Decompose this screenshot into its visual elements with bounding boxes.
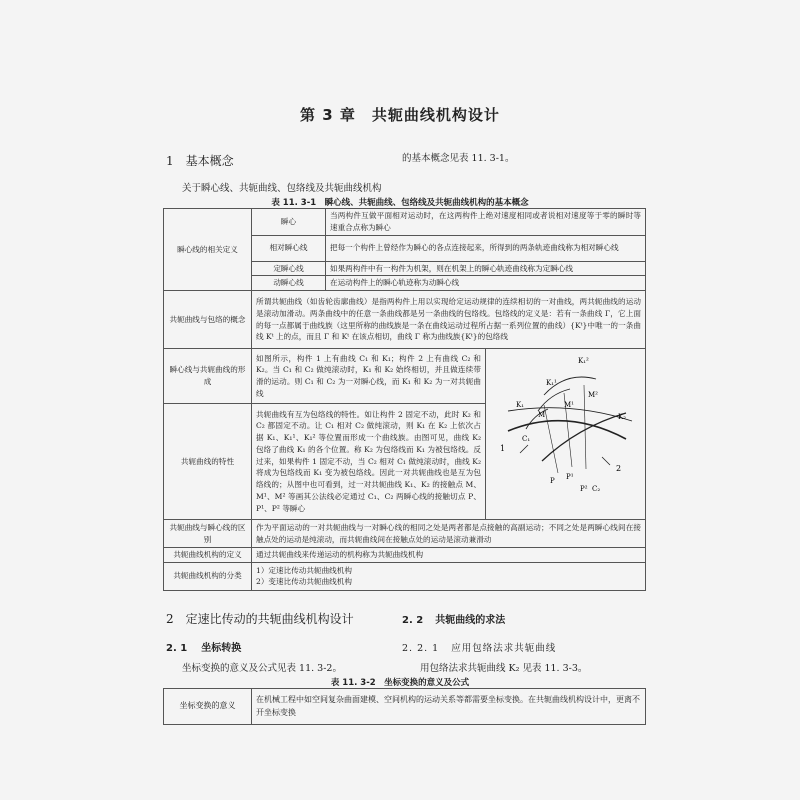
label-m1: M¹ [564,401,574,410]
section-2-heading [166,610,354,627]
arrow-1-line [520,445,528,453]
classification-item-2: 2）变速比传动共轭曲线机构 [256,577,352,587]
section-2-1-number: 2. 1 [166,643,188,654]
section-2-1-title: 坐标转换 [201,643,242,654]
normal-line-1 [544,405,558,473]
section-2-2-1-heading [402,640,556,654]
section-2-2-number: 2. 2 [402,615,424,626]
section-1-title: 基本概念 [185,154,234,168]
chapter-title: 第 3 章 共轭曲线机构设计 [300,106,500,124]
coordinate-transform-ref: 坐标变换的意义及公式见表 11. 3-2。 [182,663,342,674]
section-1-number: 1 [166,154,174,168]
definition-label: 共轭曲线机构的定义 [164,548,252,563]
table-1-caption: 表 11. 3-1 瞬心线、共轭曲线、包络线及共轭曲线机构的基本概念 [271,198,529,208]
label-c1: C₁ [522,435,531,444]
label-k1-2: K₁² [578,357,589,366]
label-k1-1: K₁¹ [546,379,557,388]
conjugate-concept-text: 所谓共轭曲线（如齿轮齿廓曲线）是指两构件上用以实现给定运动规律的连续相切的一对曲线，两共轭曲线的运动是滚动加滑动。两条曲线中的任意一条曲线都是另一条曲线的包络线。包络线的定义是：若有一条曲线 Γ，它上面的每一点都属于曲线族（这里所称的曲线族是一条在曲线运动过程所占据一系列位置的曲线）{Kᵗ}中唯一的一条曲线 Kᵗ 上的点，而且 Γ 和 Kᵗ 在该点相切，曲线 Γ 称为曲线族{Kᵗ}的包络线 [252,291,646,349]
section-2-2-1-number: 2. 2. 1 [402,643,440,654]
classification-item-1: 1）定速比传动共轭曲线机构 [256,565,352,575]
formation-text: 如图所示，构件 1 上有曲线 C₁ 和 K₁；构件 2 上有曲线 C₂ 和 K₂。当 C₁ 和 C₂ 做纯滚动时，K₁ 和 K₂ 始终相切，并且做连续带滑的运动。则 C₁ 和 C₂ 为一对瞬心线，而 K₁ 和 K₂ 为一对共轭曲线 [252,349,486,404]
conjugate-curves-diagram [486,349,646,519]
term-fixed-centrode: 定瞬心线 [252,261,326,276]
table-2 [163,688,646,725]
section-2-2-title: 共轭曲线的求法 [435,615,506,626]
label-p1: P¹ [566,473,574,482]
centrode-c2-curve [508,408,632,421]
properties-label: 共轭曲线的特性 [164,404,252,520]
conjugate-curves-figure [486,349,646,520]
difference-text: 作为平面运动的一对共轭曲线与一对瞬心线的相同之处是两者都是点接触的高副运动；不同之处是两瞬心线间在接触点处的运动是纯滚动，而共轭曲线间在接触点处的运动是滚动兼滑动 [252,520,646,548]
label-k2: K₂ [618,413,627,422]
difference-label: 共轭曲线与瞬心线的区别 [164,520,252,548]
section-2-2-1-title: 应用包络法求共轭曲线 [451,643,557,654]
envelope-method-ref: 用包络法求共轭曲线 K₂ 见表 11. 3-3。 [420,663,588,674]
label-k1: K₁ [516,401,525,410]
properties-text: 共轭曲线有互为包络线的特性。如让构件 2 固定不动，此时 K₂ 和 C₂ 都固定不动。让 C₁ 相对 C₂ 做纯滚动，则 K₁ 在 K₂ 上依次占据 K₁、K₁¹、K₁² 等位置而形成一个曲线族。由图可见，曲线 K₂ 包络了曲线 K₁ 的各个位置。称 K₂ 为包络线而 K₁ 为被包络线。反过来，如果构件 1 固定不动，当 C₂ 相对 C₁ 做纯滚动时，曲线 K₂ 将成为包络线而 K₁ 变为被包络线。因此一对共轭曲线也是互为包络线的；从图中也可看到，过一对共轭曲线 K₁、K₂ 的接触点 M、M¹、M² 等画其公法线必定通过 C₁、C₂ 两瞬心线的接触切点 P、P¹、P² 等瞬心 [252,404,486,520]
coordinate-transform-text: 在机械工程中如空间复杂曲面建模、空间机构的运动关系等都需要坐标变换。在共轭曲线机构设计中，更离不开坐标变换 [252,689,646,725]
section-2-title: 定速比传动的共轭曲线机构设计 [185,612,354,626]
label-member-1: 1 [500,444,506,454]
section-2-2-heading [402,611,505,626]
def-relative-centrode: 把每一个构件上曾经作为瞬心的各点连接起来，所得到的两条轨迹曲线称为相对瞬心线 [326,235,646,261]
label-p: P [550,477,555,486]
classification-label: 共轭曲线机构的分类 [164,562,252,590]
definition-text: 通过共轭曲线来传递运动的机构称为共轭曲线机构 [252,548,646,563]
section-1-subtitle: 关于瞬心线、共轭曲线、包络线及共轭曲线机构 [182,183,382,194]
label-p2: P² [580,485,588,494]
arrow-2-line [602,457,610,465]
def-fixed-centrode: 如果两构件中有一构件为机架，则在机架上的瞬心轨迹曲线称为定瞬心线 [326,261,646,276]
term-moving-centrode: 动瞬心线 [252,276,326,291]
section-2-number: 2 [166,612,174,626]
def-moving-centrode: 在运动构件上的瞬心轨迹称为动瞬心线 [326,276,646,291]
term-instant-center: 瞬心 [252,209,326,236]
label-member-2: 2 [616,464,622,474]
formation-label: 瞬心线与共轭曲线的形成 [164,349,252,404]
coordinate-transform-label: 坐标变换的意义 [164,689,252,725]
label-c2: C₂ [592,485,601,494]
label-m2: M² [588,391,598,400]
instant-center-label: 瞬心线的相关定义 [164,209,252,291]
conjugate-concept-label: 共轭曲线与包络的概念 [164,291,252,349]
section-2-1-heading [166,639,241,654]
table-1 [163,208,646,591]
normal-line-3 [584,385,586,469]
table-2-caption: 表 11. 3-2 坐标变换的意义及公式 [330,678,470,688]
section-1-heading [166,152,234,169]
label-m: M [538,411,546,420]
def-instant-center: 当两构件互做平面相对运动时，在这两构件上绝对速度相同或者说相对速度等于零的瞬时等速重合点称为瞬心 [326,209,646,236]
classification-list [252,562,646,590]
section-1-right-intro: 的基本概念见表 11. 3-1。 [402,153,515,164]
term-relative-centrode: 相对瞬心线 [252,235,326,261]
